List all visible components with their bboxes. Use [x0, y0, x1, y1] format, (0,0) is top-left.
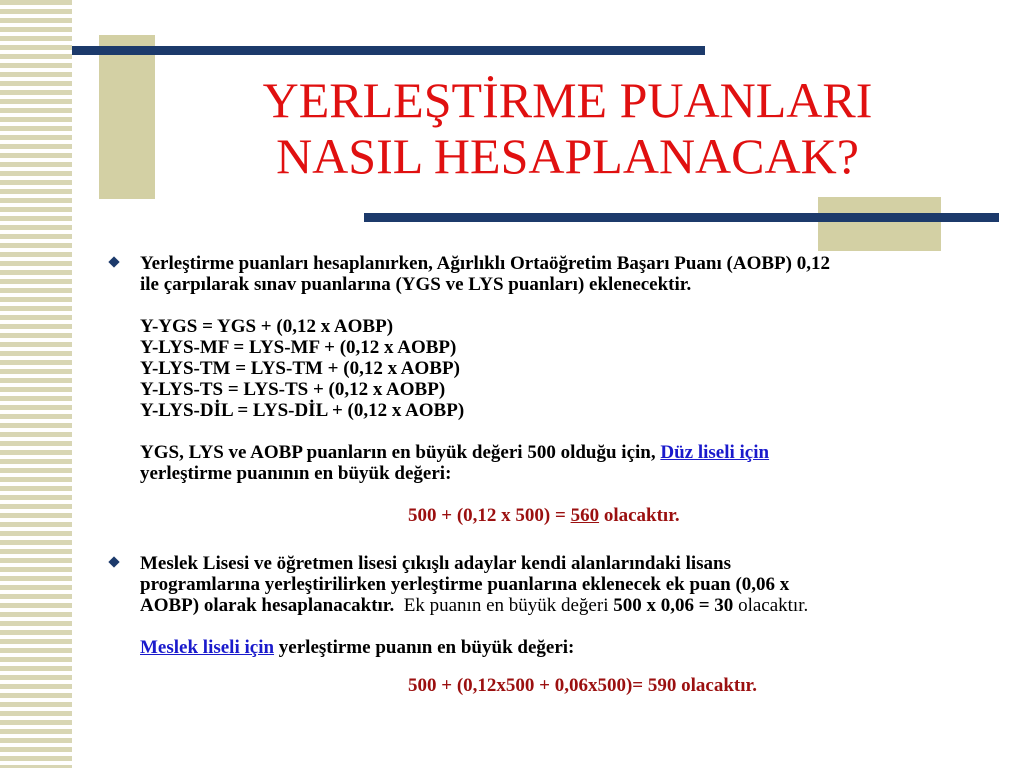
formula-y-ygs: Y-YGS = YGS + (0,12 x AOBP)	[140, 316, 394, 337]
title-line-1: YERLEŞTİRME PUANLARI	[262, 72, 873, 128]
max-value-line1	[140, 442, 988, 463]
formula-y-lys-ts: Y-LYS-TS = LYS-TS + (0,12 x AOBP)	[140, 379, 446, 400]
bullet2-line3-normal2: olacaktır.	[733, 595, 809, 616]
title-line-2: NASIL HESAPLANACAK?	[276, 128, 859, 184]
duz-liseli-link[interactable]: Düz liseli için	[660, 442, 770, 463]
decorative-stripes	[0, 0, 72, 768]
bullet1-intro-line2: ile çarpılarak sınav puanlarına (YGS ve LYS puanları) eklenecektir.	[140, 274, 692, 295]
slide-title	[150, 72, 985, 184]
formula-y-lys-tm: Y-LYS-TM = LYS-TM + (0,12 x AOBP)	[140, 358, 460, 379]
result-560	[140, 505, 988, 526]
meslek-link-suffix: yerleştirme puanın en büyük değeri:	[274, 637, 575, 658]
bullet-item-2	[108, 553, 988, 696]
decorative-line-bottom	[364, 213, 999, 222]
decorative-line-top	[72, 46, 705, 55]
result-590: 500 + (0,12x500 + 0,06x500)= 590 olacaktır.	[408, 675, 757, 696]
meslek-line	[140, 637, 988, 658]
result-suffix: olacaktır.	[599, 505, 680, 526]
bullet2-line1: Meslek Lisesi ve öğretmen lisesi çıkışlı adaylar kendi alanlarındaki lisans	[140, 553, 731, 574]
bullet2-line3-bold: AOBP) olarak hesaplanacaktır.	[140, 595, 395, 616]
max-value-line2: yerleştirme puanının en büyük değeri:	[140, 463, 452, 484]
result-prefix: 500 + (0,12 x 500) =	[408, 505, 571, 526]
diamond-bullet-icon	[108, 556, 119, 567]
decorative-block-bottom	[818, 197, 941, 251]
max-value-text: YGS, LYS ve AOBP puanların en büyük değeri 500 olduğu için,	[140, 442, 661, 463]
formula-y-lys-mf: Y-LYS-MF = LYS-MF + (0,12 x AOBP)	[140, 337, 457, 358]
meslek-liseli-link[interactable]: Meslek liseli için	[140, 637, 275, 658]
result-value: 560	[570, 505, 600, 526]
bullet2-line3-normal1: Ek puanın en büyük değeri	[394, 595, 614, 616]
formula-y-lys-dil: Y-LYS-DİL = LYS-DİL + (0,12 x AOBP)	[140, 400, 465, 421]
bullet2-line2: programlarına yerleştirilirken yerleştirme puanlarına eklenecek ek puan (0,06 x	[140, 574, 790, 595]
diamond-bullet-icon	[108, 256, 119, 267]
bullet2-line3-bold2: 500 x 0,06 = 30	[613, 595, 734, 616]
bullet2-line3	[140, 595, 988, 616]
bullet-item-1	[108, 253, 988, 526]
decorative-block-top	[99, 35, 155, 199]
bullet1-intro-line1: Yerleştirme puanları hesaplanırken, Ağırlıklı Ortaöğretim Başarı Puanı (AOBP) 0,12	[140, 253, 830, 274]
slide-content	[108, 253, 988, 696]
